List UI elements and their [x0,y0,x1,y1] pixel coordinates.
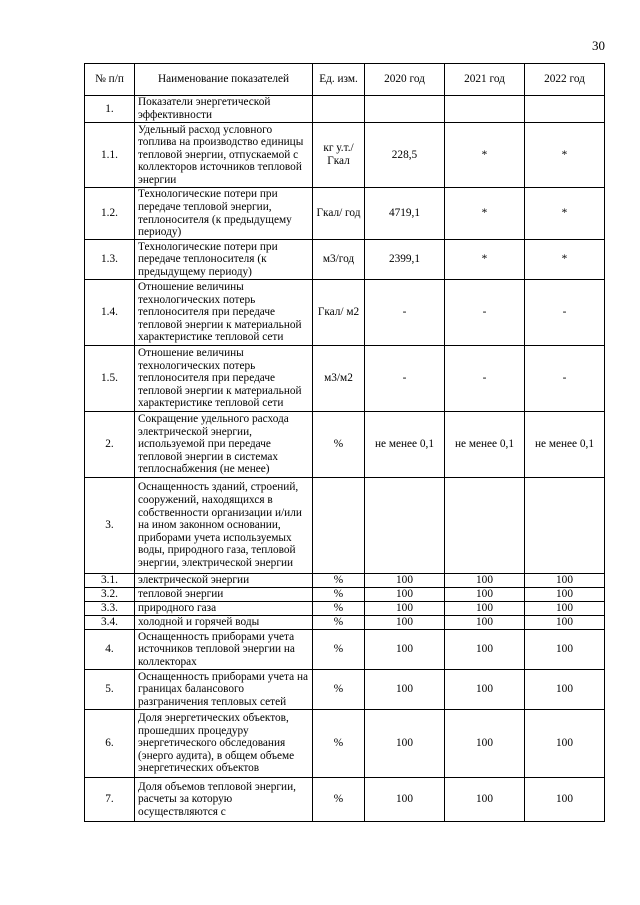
row-indicator-name: Доля объемов тепловой энергии, расчеты за которую осуществляются с [135,778,313,822]
row-indicator-name: холодной и горячей воды [135,616,313,630]
table-row [85,574,605,588]
row-number: 1. [85,96,135,123]
row-unit: % [313,616,365,630]
table-header-row [85,64,605,96]
row-value-2020 [365,478,445,574]
row-value-2021: - [445,280,525,346]
row-indicator-name: Оснащенность приборами учета источников тепловой энергии на коллекторах [135,630,313,670]
table-row [85,96,605,123]
header-unit: Ед. изм. [313,64,365,96]
row-indicator-name: Отношение величины технологических потерь теплоносителя при передаче тепловой энергии к материальной характеристике тепловой сети [135,280,313,346]
row-value-2022: * [525,240,605,280]
row-unit: % [313,778,365,822]
row-value-2020: 100 [365,670,445,710]
row-value-2021: 100 [445,670,525,710]
table-row [85,630,605,670]
row-value-2022: 100 [525,602,605,616]
table-row [85,280,605,346]
row-unit: м3/год [313,240,365,280]
row-value-2021: * [445,123,525,188]
row-value-2020: 228,5 [365,123,445,188]
row-value-2020: 100 [365,630,445,670]
table-row [85,240,605,280]
row-value-2022: 100 [525,710,605,778]
row-value-2020: 100 [365,602,445,616]
row-value-2022: - [525,280,605,346]
table-row [85,710,605,778]
row-indicator-name: природного газа [135,602,313,616]
row-number: 1.2. [85,188,135,240]
header-name: Наименование показателей [135,64,313,96]
row-value-2022: 100 [525,778,605,822]
table-row [85,588,605,602]
row-value-2020: - [365,280,445,346]
page-number: 30 [592,38,605,53]
row-number: 7. [85,778,135,822]
table-row [85,602,605,616]
row-value-2021: - [445,346,525,412]
row-number: 4. [85,630,135,670]
row-value-2021: 100 [445,616,525,630]
row-number: 6. [85,710,135,778]
energy-efficiency-table [84,63,605,822]
row-unit: кг у.т./ Гкал [313,123,365,188]
row-unit: Гкал/ м2 [313,280,365,346]
row-unit: % [313,670,365,710]
row-indicator-name: электрической энергии [135,574,313,588]
table-row [85,346,605,412]
table-row [85,670,605,710]
row-unit: % [313,630,365,670]
row-value-2022: 100 [525,630,605,670]
row-value-2021: * [445,188,525,240]
row-value-2021 [445,478,525,574]
row-indicator-name: тепловой энергии [135,588,313,602]
row-value-2022: не менее 0,1 [525,412,605,478]
row-value-2022: * [525,188,605,240]
row-value-2020: - [365,346,445,412]
row-number: 3.3. [85,602,135,616]
row-unit: % [313,574,365,588]
row-value-2022 [525,478,605,574]
row-value-2021: 100 [445,602,525,616]
table-row [85,412,605,478]
row-unit [313,478,365,574]
table-row [85,778,605,822]
row-value-2021: 100 [445,574,525,588]
row-number: 1.3. [85,240,135,280]
row-unit: % [313,412,365,478]
row-number: 1.1. [85,123,135,188]
row-value-2022 [525,96,605,123]
row-value-2022: 100 [525,588,605,602]
row-value-2022: - [525,346,605,412]
row-value-2022: 100 [525,616,605,630]
row-value-2020: 100 [365,588,445,602]
row-unit: % [313,602,365,616]
table-row [85,478,605,574]
row-number: 1.5. [85,346,135,412]
row-unit: Гкал/ год [313,188,365,240]
header-2021: 2021 год [445,64,525,96]
row-indicator-name: Оснащенность зданий, строений, сооружений, находящихся в собственности организации и/или на ином законном основании, приборами учета используемых воды, природного газа, тепловой энергии, электрической энергии [135,478,313,574]
row-indicator-name: Удельный расход условного топлива на производство единицы тепловой энергии, отпускаемой с коллекторов источников тепловой энергии [135,123,313,188]
row-value-2022: 100 [525,670,605,710]
row-value-2020: 100 [365,574,445,588]
row-unit: % [313,710,365,778]
row-indicator-name: Технологические потери при передаче теплоносителя (к предыдущему периоду) [135,240,313,280]
row-value-2021: * [445,240,525,280]
row-value-2022: * [525,123,605,188]
row-value-2020: 4719,1 [365,188,445,240]
table-row [85,123,605,188]
row-value-2021: 100 [445,630,525,670]
row-value-2020: 100 [365,616,445,630]
row-value-2020: 100 [365,710,445,778]
row-unit [313,96,365,123]
header-2020: 2020 год [365,64,445,96]
row-unit: м3/м2 [313,346,365,412]
row-value-2021: 100 [445,588,525,602]
row-indicator-name: Оснащенность приборами учета на границах балансового разграничения тепловых сетей [135,670,313,710]
row-value-2021: 100 [445,710,525,778]
row-number: 3.2. [85,588,135,602]
header-num: № п/п [85,64,135,96]
row-indicator-name: Технологические потери при передаче тепловой энергии, теплоносителя (к предыдущему периоду) [135,188,313,240]
row-value-2020: 2399,1 [365,240,445,280]
row-number: 1.4. [85,280,135,346]
row-indicator-name: Сокращение удельного расхода электрической энергии, используемой при передаче тепловой энергии в системах теплоснабжения (не менее) [135,412,313,478]
row-number: 3.1. [85,574,135,588]
row-indicator-name: Отношение величины технологических потерь теплоносителя при передаче тепловой энергии к материальной характеристике тепловой сети [135,346,313,412]
row-number: 3.4. [85,616,135,630]
row-indicator-name: Доля энергетических объектов, прошедших процедуру энергетического обследования (энерго аудита), в общем объеме энергетических объектов [135,710,313,778]
row-unit: % [313,588,365,602]
row-number: 3. [85,478,135,574]
row-number: 2. [85,412,135,478]
row-indicator-name: Показатели энергетической эффективности [135,96,313,123]
row-value-2021 [445,96,525,123]
row-value-2021: 100 [445,778,525,822]
header-2022: 2022 год [525,64,605,96]
table-row [85,188,605,240]
row-value-2020 [365,96,445,123]
row-value-2020: 100 [365,778,445,822]
row-value-2022: 100 [525,574,605,588]
row-value-2021: не менее 0,1 [445,412,525,478]
row-number: 5. [85,670,135,710]
table-row [85,616,605,630]
row-value-2020: не менее 0,1 [365,412,445,478]
